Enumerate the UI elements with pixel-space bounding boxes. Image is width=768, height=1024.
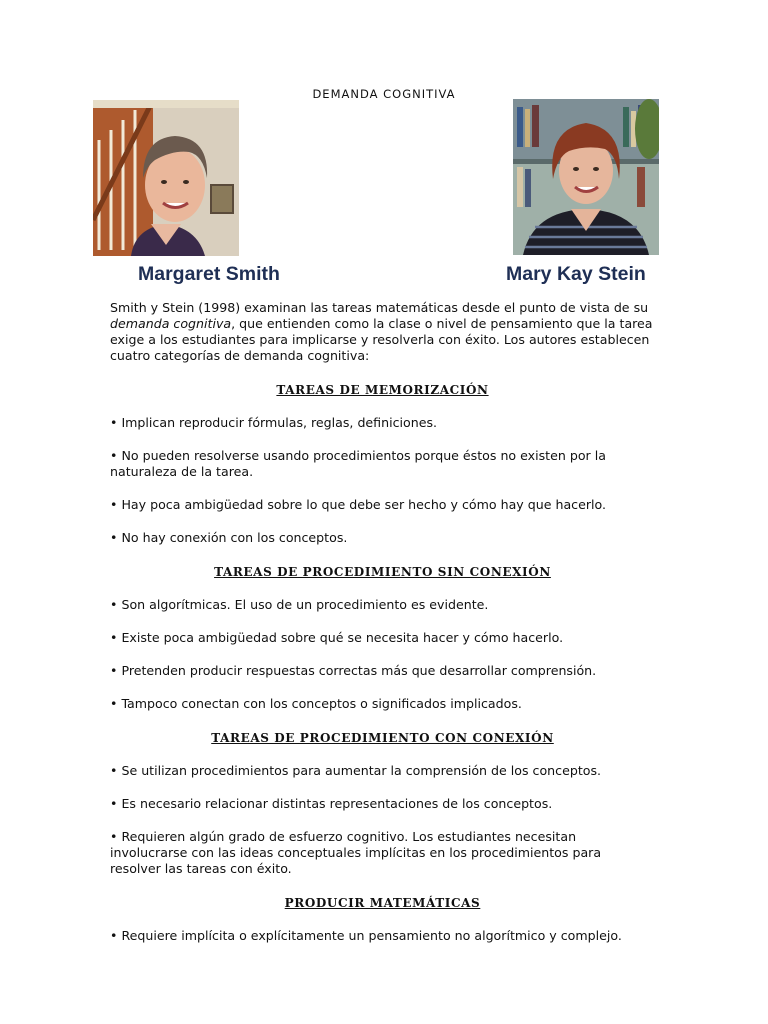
bullet-item bbox=[110, 497, 655, 513]
bullet-text: No pueden resolverse usando procedimientos porque éstos no existen por la naturaleza de la tarea. bbox=[110, 448, 606, 479]
bullet-item bbox=[110, 597, 655, 613]
section-heading: TAREAS DE PROCEDIMIENTO SIN CONEXIÓN bbox=[214, 565, 551, 579]
bullet-item bbox=[110, 796, 655, 812]
bullet-item bbox=[110, 696, 655, 712]
portrait-mary-kay-stein bbox=[513, 99, 659, 255]
bullet-symbol: • bbox=[110, 630, 118, 645]
bullet-text: Es necesario relacionar distintas representaciones de los conceptos. bbox=[121, 796, 553, 811]
bullet-symbol: • bbox=[110, 415, 118, 430]
bullet-item bbox=[110, 530, 655, 546]
bullet-text: Se utilizan procedimientos para aumentar la comprensión de los conceptos. bbox=[121, 763, 602, 778]
bullet-symbol: • bbox=[110, 663, 118, 678]
bullet-item bbox=[110, 928, 655, 944]
bullet-text: Pretenden producir respuestas correctas más que desarrollar comprensión. bbox=[121, 663, 597, 678]
bullet-item bbox=[110, 415, 655, 431]
person-name-smith: Margaret Smith bbox=[138, 263, 280, 285]
intro-text-start: Smith y Stein (1998) examinan las tareas matemáticas desde el punto de vista de su bbox=[110, 300, 649, 315]
bullet-symbol: • bbox=[110, 796, 118, 811]
intro-emphasis: demanda cognitiva bbox=[110, 316, 232, 331]
intro-paragraph bbox=[110, 300, 655, 364]
bullet-text: Existe poca ambigüedad sobre qué se necesita hacer y cómo hacerlo. bbox=[121, 630, 564, 645]
bullet-text: Tampoco conectan con los conceptos o significados implicados. bbox=[121, 696, 522, 711]
bullet-text: Implican reproducir fórmulas, reglas, definiciones. bbox=[121, 415, 438, 430]
bullet-symbol: • bbox=[110, 763, 118, 778]
bullet-text: Requieren algún grado de esfuerzo cognitivo. Los estudiantes necesitan involucrarse con las ideas conceptuales implícitas en los procedimientos para resolver las tareas con éxito. bbox=[110, 829, 602, 876]
bullet-symbol: • bbox=[110, 928, 118, 943]
portrait-margaret-smith bbox=[93, 100, 239, 256]
bullet-item bbox=[110, 630, 655, 646]
bullet-item bbox=[110, 663, 655, 679]
page-title: DEMANDA COGNITIVA bbox=[312, 87, 456, 101]
section-heading: TAREAS DE PROCEDIMIENTO CON CONEXIÓN bbox=[211, 731, 554, 745]
bullet-text: Requiere implícita o explícitamente un pensamiento no algorítmico y complejo. bbox=[121, 928, 622, 943]
bullet-item bbox=[110, 448, 655, 480]
intro-text-end: , que entienden como la clase o nivel de pensamiento que la tarea exige a los estudiantes para implicarse y resolverla con éxito. Los autores establecen cuatro categorías de demanda cognitiva: bbox=[110, 316, 653, 363]
bullet-text: No hay conexión con los conceptos. bbox=[121, 530, 348, 545]
bullet-text: Son algorítmicas. El uso de un procedimiento es evidente. bbox=[121, 597, 489, 612]
section-heading: TAREAS DE MEMORIZACIÓN bbox=[276, 383, 489, 397]
bullet-text: Hay poca ambigüedad sobre lo que debe ser hecho y cómo hay que hacerlo. bbox=[121, 497, 606, 512]
bullet-symbol: • bbox=[110, 530, 118, 545]
bullet-item bbox=[110, 829, 655, 877]
bullet-symbol: • bbox=[110, 829, 118, 844]
bullet-symbol: • bbox=[110, 696, 118, 711]
bullet-symbol: • bbox=[110, 448, 118, 463]
section-heading: PRODUCIR MATEMÁTICAS bbox=[284, 896, 481, 910]
document-body bbox=[110, 300, 655, 944]
person-name-stein: Mary Kay Stein bbox=[506, 263, 646, 285]
bullet-symbol: • bbox=[110, 497, 118, 512]
bullet-item bbox=[110, 763, 655, 779]
bullet-symbol: • bbox=[110, 597, 118, 612]
